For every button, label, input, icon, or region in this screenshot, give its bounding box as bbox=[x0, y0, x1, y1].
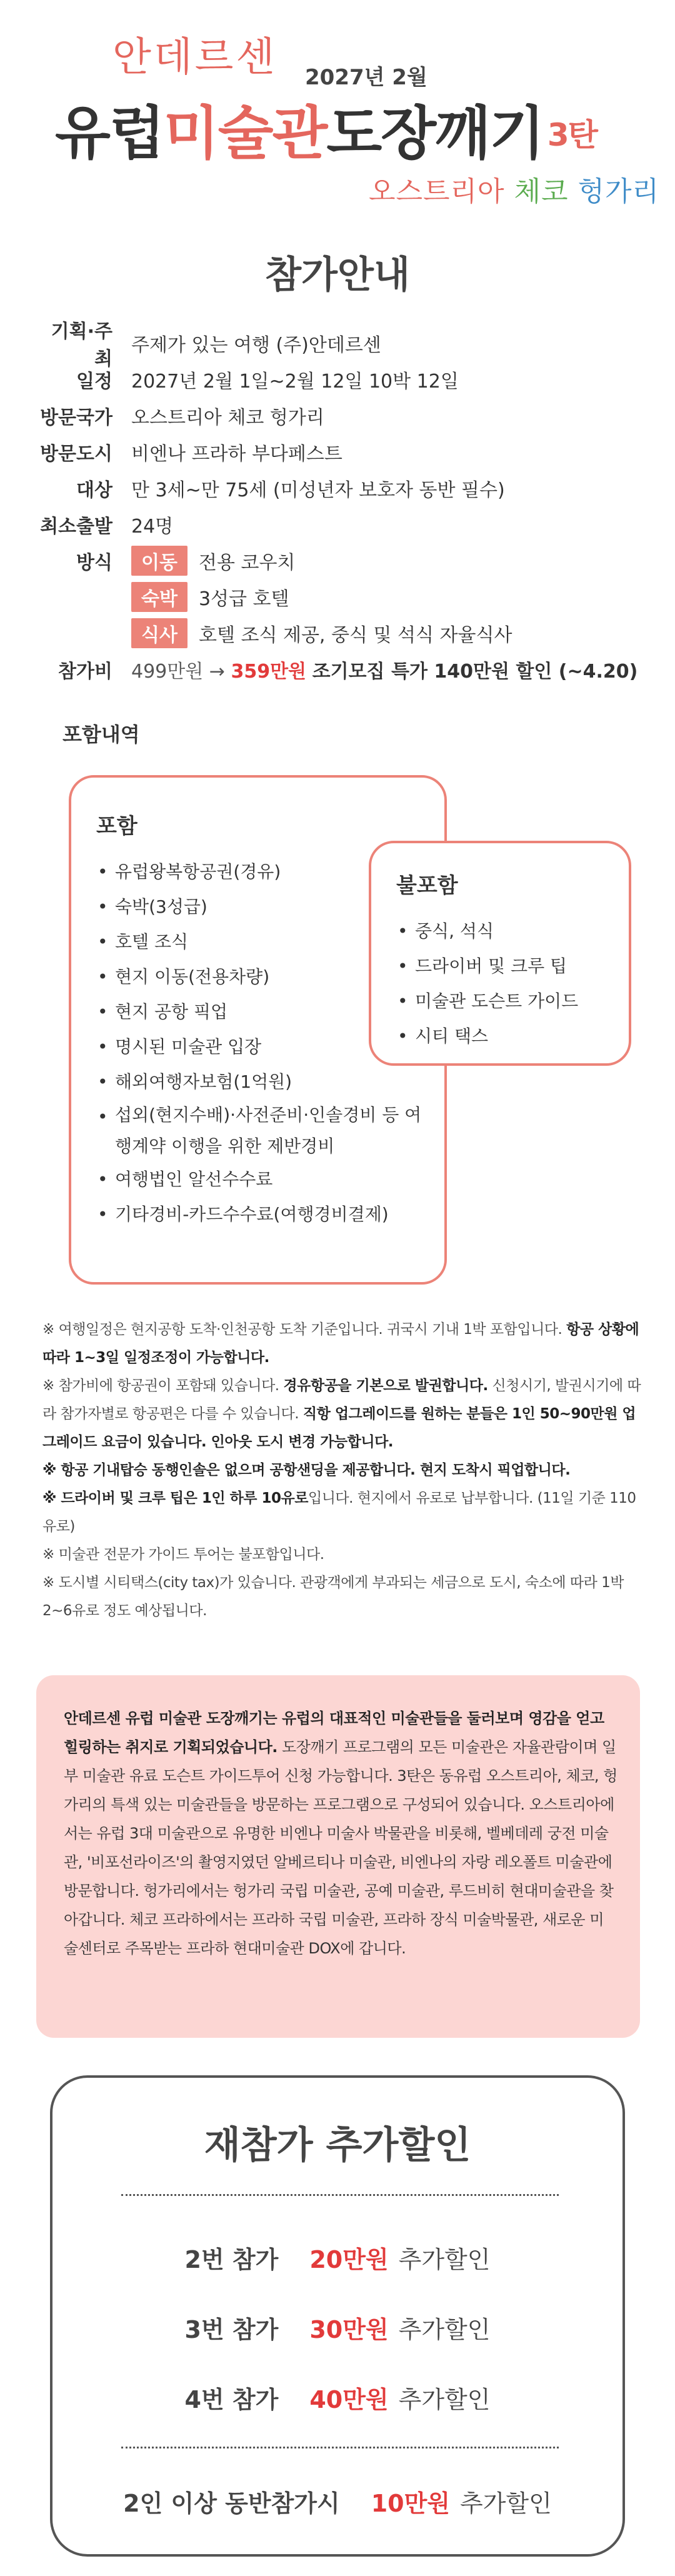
excluded-box bbox=[369, 841, 631, 1066]
note-bold: ※ 항공 기내탑승 동행인솔은 없으며 공항샌딩을 제공합니다. 현지 도착시 픽업합니다. bbox=[42, 1462, 571, 1478]
note-text: 신청시기, 발권시기에 따라 참가자별로 항공편은 다를 수 있습니다. bbox=[42, 1378, 641, 1422]
subtitle-austria: 오스트리아 bbox=[369, 176, 505, 208]
list-item: • 숙박(3성급) bbox=[96, 890, 444, 925]
info-value: 주제가 있는 여행 (주)안데르센 bbox=[131, 334, 381, 356]
discount-suffix: 추가할인 bbox=[398, 2316, 491, 2343]
info-label: 방식 bbox=[76, 552, 112, 574]
discount-label: 3번 참가 bbox=[184, 2316, 279, 2343]
note-airport bbox=[42, 1456, 642, 1485]
info-label: 방문도시 bbox=[40, 443, 112, 465]
info-table bbox=[38, 321, 650, 688]
title-edition: 3탄 bbox=[547, 117, 597, 153]
list-item: • 현지 이동(전용차량) bbox=[96, 960, 444, 995]
info-row-cities bbox=[38, 434, 650, 470]
method-meal bbox=[131, 615, 512, 651]
title-part-europe: 유럽 bbox=[55, 100, 164, 167]
list-item-line: • 섭외(현지수배)·사전준비·인솔경비 등 여 bbox=[115, 1105, 422, 1125]
method-text: 3성급 호텔 bbox=[198, 588, 289, 610]
event-date: 2027년 2월 bbox=[305, 65, 428, 90]
list-item: • 미술관 도슨트 가이드 bbox=[396, 984, 629, 1019]
list-item: • 해외여행자보험(1억원) bbox=[96, 1065, 444, 1100]
fee-original: 499만원 → bbox=[131, 661, 225, 683]
note-text: ※ 참가비에 항공권이 포함돼 있습니다. bbox=[42, 1378, 279, 1394]
main-title bbox=[55, 88, 597, 170]
note-bold: 경유항공을 기본으로 발권합니다. bbox=[283, 1378, 488, 1394]
discount-row bbox=[52, 2240, 622, 2275]
note-airfare bbox=[42, 1372, 642, 1456]
info-value: 만 3세~만 75세 (미성년자 보호자 동반 필수) bbox=[131, 479, 505, 501]
included-title: 포함 bbox=[96, 814, 138, 839]
note-bold: ※ 드라이버 및 크루 팁은 1인 하루 10유로 bbox=[42, 1490, 308, 1506]
list-item: • 유럽왕복항공권(경유) bbox=[96, 854, 444, 890]
list-item: • 현지 공항 픽업 bbox=[96, 995, 444, 1030]
note-bold: 직항 업그레이드를 원하는 분들은 1인 50~90만원 업그레이드 요금이 있습니다. 인아웃 도시 변경 가능합니다. bbox=[42, 1406, 636, 1450]
info-label: 최소출발 bbox=[40, 516, 112, 538]
method-tag: 식사 bbox=[131, 618, 188, 648]
included-section-label: 포함내역 bbox=[62, 723, 140, 746]
discount-row bbox=[52, 2310, 622, 2345]
info-value: 2027년 2월 1일~2월 12일 10박 12일 bbox=[131, 371, 459, 393]
excluded-list bbox=[396, 914, 629, 1054]
discount-amount: 30만원 bbox=[309, 2316, 389, 2343]
discount-label: 2번 참가 bbox=[184, 2246, 279, 2273]
discount-label: 4번 참가 bbox=[184, 2386, 279, 2413]
info-row-organizer bbox=[38, 321, 650, 370]
info-value: 비엔나 프라하 부다페스트 bbox=[131, 443, 342, 465]
discount-row bbox=[52, 2380, 622, 2415]
list-item: • 중식, 석식 bbox=[396, 914, 629, 949]
list-item-line: 행계약 이행을 위한 제반경비 bbox=[115, 1136, 335, 1156]
notes bbox=[42, 1316, 642, 1625]
list-item: • 여행법인 알선수수료 bbox=[96, 1162, 444, 1197]
list-item: • 드라이버 및 크루 팁 bbox=[396, 949, 629, 984]
method-text: 전용 코우치 bbox=[198, 552, 296, 574]
discount-suffix: 추가할인 bbox=[398, 2246, 491, 2273]
discount-amount: 20만원 bbox=[309, 2246, 389, 2273]
info-value: 24명 bbox=[131, 516, 174, 538]
info-label: 기획·주최 bbox=[51, 321, 112, 370]
info-row-countries bbox=[38, 398, 650, 434]
discount-suffix: 추가할인 bbox=[460, 2490, 552, 2517]
note-flight-schedule bbox=[42, 1316, 642, 1372]
note-bold: 항공 상황에 따라 1~3일 일정조정이 가능합니다. bbox=[42, 1321, 639, 1366]
list-item: • 시티 택스 bbox=[396, 1019, 629, 1054]
method-tag: 이동 bbox=[131, 546, 188, 576]
discount-row-companion bbox=[52, 2484, 622, 2518]
fee-early-discount: 조기모집 특가 140만원 할인 (~4.20) bbox=[312, 661, 638, 683]
info-row-method bbox=[38, 543, 650, 579]
intro-bold: 안데르센 유럽 미술관 도장깨기는 유럽의 대표적인 미술관들을 둘러보며 영감을 얻고 힐링하는 취지로 기획되었습니다. bbox=[64, 1710, 604, 1756]
discount-box bbox=[50, 2075, 625, 2557]
note-tips bbox=[42, 1485, 642, 1541]
subtitle-countries bbox=[369, 169, 659, 209]
info-row-min bbox=[38, 506, 650, 543]
title-part-stamp: 도장깨기 bbox=[326, 100, 544, 167]
fee-value bbox=[131, 656, 638, 683]
header bbox=[0, 0, 675, 213]
list-item: • 기타경비-카드수수료(여행경비결제) bbox=[96, 1197, 444, 1232]
brand-name: 안데르센 bbox=[112, 34, 278, 81]
info-label: 일정 bbox=[76, 371, 112, 393]
discount-amount: 40만원 bbox=[309, 2386, 389, 2413]
info-label: 대상 bbox=[76, 479, 112, 501]
method-tag: 숙박 bbox=[131, 582, 188, 612]
discount-suffix: 추가할인 bbox=[398, 2386, 491, 2413]
subtitle-czech: 체코 bbox=[514, 176, 569, 208]
divider bbox=[121, 2194, 559, 2196]
info-row-method-meal bbox=[38, 615, 650, 651]
method-transport bbox=[131, 543, 295, 579]
title-part-museum: 미술관 bbox=[163, 100, 327, 167]
list-item-multiline bbox=[96, 1100, 444, 1162]
method-text: 호텔 조식 제공, 중식 및 석식 자율식사 bbox=[198, 624, 512, 646]
note-text: ※ 여행일정은 현지공항 도착·인천공항 도착 기준입니다. 귀국시 기내 1박 포함입니다. bbox=[42, 1321, 562, 1338]
excluded-title: 불포함 bbox=[396, 873, 458, 898]
info-row-target bbox=[38, 470, 650, 506]
divider bbox=[121, 2447, 559, 2448]
fee-now: 359만원 bbox=[231, 661, 307, 683]
info-value: 오스트리아 체코 헝가리 bbox=[131, 407, 324, 429]
intro-box bbox=[36, 1675, 640, 2038]
info-row-schedule bbox=[38, 361, 650, 398]
list-item: • 명시된 미술관 입장 bbox=[96, 1030, 444, 1065]
info-label: 방문국가 bbox=[40, 407, 112, 429]
intro-body: 도장깨기 프로그램의 모든 미술관은 자율관람이며 일부 미술관 유료 도슨트 가이드투어 신청 가능합니다. 3탄은 동유럽 오스트리아, 체코, 헝가리의 특색 있는 미술관들을 방문하는 프로그램으로 구성되어 있습니다. 오스트리아에서는 유럽 3대 미술관으로 유명한 비엔나 미술사 박물관을 비롯해, 벨베데레 궁전 미술관, '비포선라이즈'의 촬영지였던 알베르티나 미술관, 비엔나의 자랑 레오폴트 미술관에 방문합니다. 헝가리에서는 헝가리 국립 미술관, 공예 미술관, 루드비히 현대미술관을 찾아갑니다. 체코 프라하에서는 프라하 국립 미술관, 프라하 장식 미술박물관, 새로운 미술센터로 주목받는 프라하 현대미술관 DOX에 갑니다. bbox=[64, 1738, 618, 1957]
subtitle-hungary: 헝가리 bbox=[578, 176, 660, 208]
discount-amount: 10만원 bbox=[371, 2490, 451, 2517]
note-city-tax: ※ 도시별 시티택스(city tax)가 있습니다. 관광객에게 부과되는 세금으로 도시, 숙소에 따라 1박 2~6유로 정도 예상됩니다. bbox=[42, 1575, 624, 1619]
discount-label: 2인 이상 동반참가시 bbox=[123, 2490, 340, 2517]
info-row-method-lodging bbox=[38, 579, 650, 615]
note-guide: ※ 미술관 전문가 가이드 투어는 불포함입니다. bbox=[42, 1546, 324, 1563]
discount-title: 재참가 추가할인 bbox=[204, 2123, 471, 2167]
list-item: • 호텔 조식 bbox=[96, 925, 444, 960]
info-row-fee bbox=[38, 651, 650, 688]
info-label: 참가비 bbox=[58, 661, 112, 683]
section-title: 참가안내 bbox=[265, 253, 410, 297]
intro-text bbox=[64, 1704, 618, 1963]
method-lodging bbox=[131, 579, 289, 615]
note-text: 입니다. 현지에서 유로로 납부합니다. (11일 기준 110유로) bbox=[42, 1490, 636, 1535]
